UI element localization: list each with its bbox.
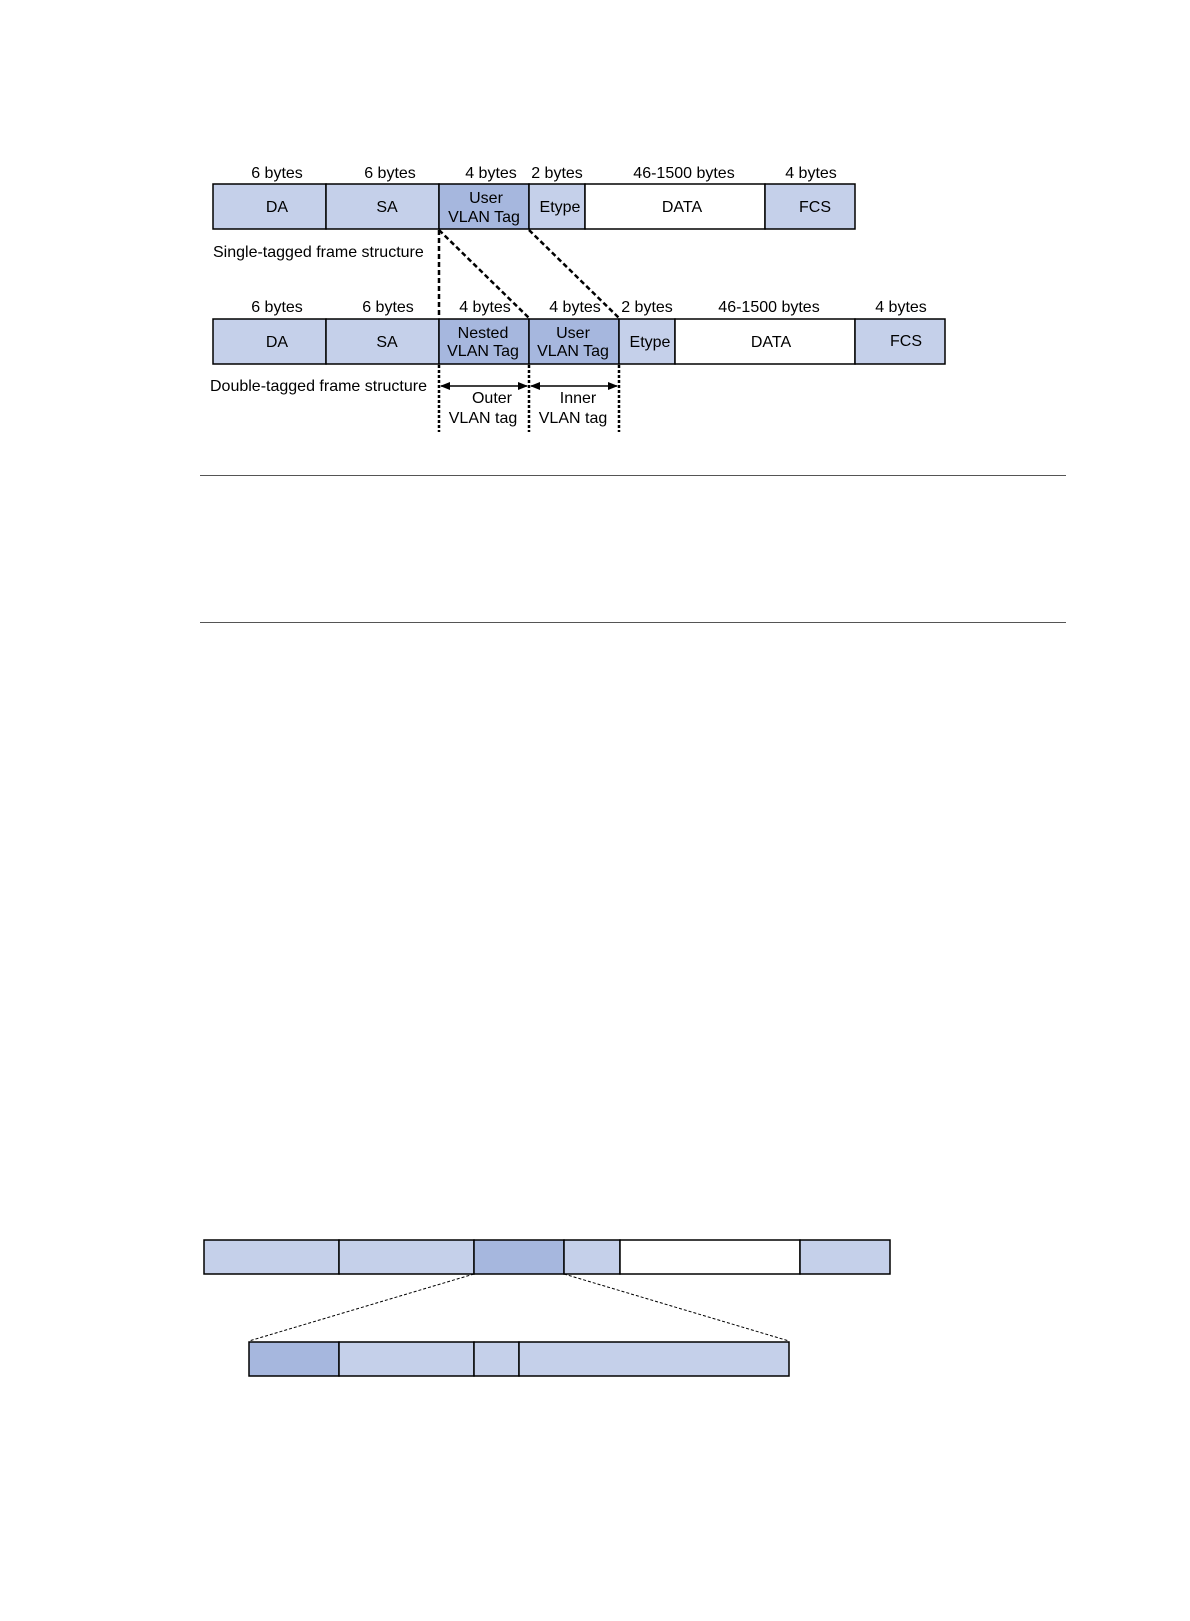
single-size-label-data: 46-1500 bytes xyxy=(633,165,735,182)
double-field-label-user-line1: User xyxy=(556,325,590,342)
lower-frame-field xyxy=(620,1240,800,1274)
double-size-label-fcs: 4 bytes xyxy=(875,299,927,316)
horizontal-rule-top xyxy=(200,475,1066,476)
single-field-label-user-line2: VLAN Tag xyxy=(448,209,520,226)
single-tagged-frame xyxy=(213,165,855,261)
double-field-label-nested-line1: Nested xyxy=(457,325,509,342)
horizontal-rule-bottom xyxy=(200,622,1066,623)
single-fields xyxy=(213,184,855,229)
lower-frame-field xyxy=(339,1240,474,1274)
inner-tag-label-line2: VLAN tag xyxy=(538,410,608,427)
double-size-label-user-tag: 4 bytes xyxy=(549,299,601,316)
lower-expanded-field xyxy=(519,1342,789,1376)
double-size-label-sa: 6 bytes xyxy=(362,299,414,316)
double-field-label-sa: SA xyxy=(376,334,398,351)
double-size-label-data: 46-1500 bytes xyxy=(718,299,820,316)
outer-tag-label-line2: VLAN tag xyxy=(448,410,518,427)
single-size-label-fcs: 4 bytes xyxy=(785,165,837,182)
single-field-label-da: DA xyxy=(265,199,289,216)
double-field-label-data: DATA xyxy=(750,334,792,351)
single-field-label-etype: Etype xyxy=(539,199,581,216)
lower-expanded-fields xyxy=(249,1342,789,1376)
single-size-label-da: 6 bytes xyxy=(251,165,303,182)
lower-expanded-field xyxy=(474,1342,519,1376)
lower-frame-field xyxy=(800,1240,890,1274)
lower-frame-field xyxy=(204,1240,339,1274)
double-size-labels xyxy=(251,299,927,316)
single-field-label-user-line1: User xyxy=(469,190,503,207)
lower-expanded-field xyxy=(249,1342,339,1376)
single-size-label-user-tag: 4 bytes xyxy=(465,165,517,182)
lower-expansion-right xyxy=(564,1274,789,1341)
inner-tag-label-line1: Inner xyxy=(559,390,597,407)
single-field-label-fcs: FCS xyxy=(799,199,831,216)
lower-expansion-lines xyxy=(249,1274,789,1341)
double-tagged-frame xyxy=(210,299,945,395)
lower-expansion-left xyxy=(249,1274,474,1341)
single-field-label-sa: SA xyxy=(376,199,398,216)
single-field-label-data: DATA xyxy=(661,199,703,216)
lower-frame-field-tag xyxy=(474,1240,564,1274)
single-caption: Single-tagged frame structure xyxy=(213,244,424,261)
single-size-label-etype: 2 bytes xyxy=(531,165,583,182)
lower-frame-fields xyxy=(204,1240,890,1274)
double-caption: Double-tagged frame structure xyxy=(210,378,427,395)
double-size-label-nested-tag: 4 bytes xyxy=(459,299,511,316)
lower-frame-field xyxy=(564,1240,620,1274)
lower-frame-figure xyxy=(204,1240,890,1376)
double-field-label-fcs: FCS xyxy=(890,333,922,350)
lower-expanded-field xyxy=(339,1342,474,1376)
double-size-label-da: 6 bytes xyxy=(251,299,303,316)
outer-tag-label-line1: Outer xyxy=(471,390,513,407)
double-field-label-etype: Etype xyxy=(629,334,671,351)
double-field-label-user-line2: VLAN Tag xyxy=(537,343,609,360)
double-field-label-da: DA xyxy=(265,334,289,351)
single-size-label-sa: 6 bytes xyxy=(364,165,416,182)
single-size-labels xyxy=(251,165,837,182)
double-field-label-nested-line2: VLAN Tag xyxy=(447,343,519,360)
double-size-label-etype: 2 bytes xyxy=(621,299,673,316)
